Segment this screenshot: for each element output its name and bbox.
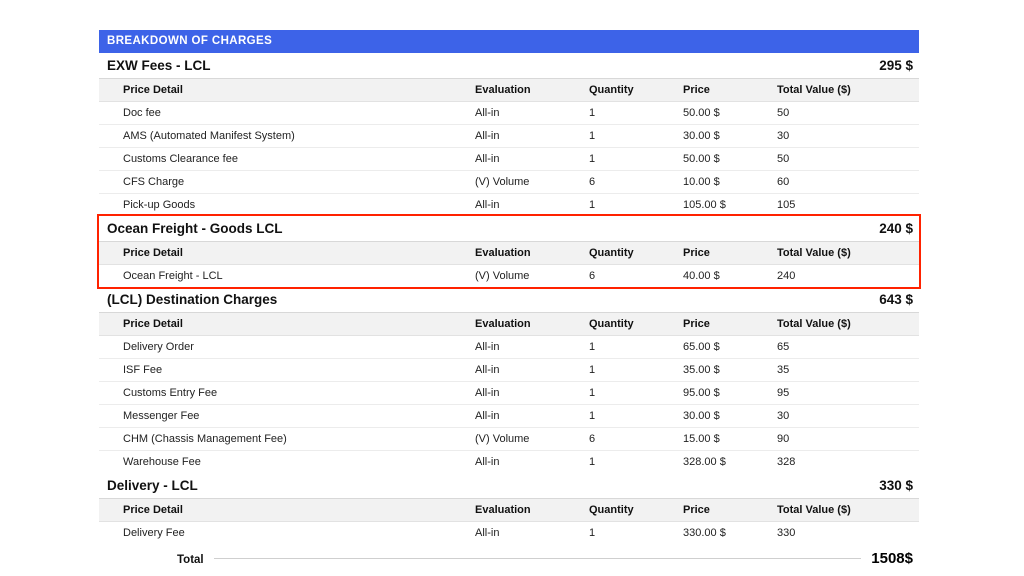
section-header (99, 287, 919, 313)
cell-quantity: 1 (589, 336, 683, 359)
cell-price: 330.00 $ (683, 527, 726, 539)
cell-price-detail: CHM (Chassis Management Fee) (99, 428, 475, 451)
cell-price-detail: Delivery Fee (123, 527, 185, 539)
cell-evaluation: All-in (475, 456, 500, 468)
table-row (99, 522, 919, 545)
cell-quantity: 6 (589, 428, 683, 451)
charge-section (99, 53, 919, 216)
grand-total-row (99, 544, 919, 571)
cell-total-value: 330 (777, 527, 796, 539)
column-evaluation: Evaluation (475, 313, 589, 336)
breakdown-banner (99, 30, 919, 53)
section-header (99, 216, 919, 242)
column-price-detail: Price Detail (99, 79, 475, 102)
cell-evaluation: (V) Volume (475, 428, 589, 451)
column-quantity: Quantity (589, 242, 683, 265)
cell-price-detail: ISF Fee (99, 359, 475, 382)
table-header-row (99, 242, 919, 265)
cell-quantity: 1 (589, 125, 683, 148)
grand-total-rule (214, 558, 862, 559)
section-total: 330 $ (879, 478, 913, 493)
cell-total-value: 50 (777, 102, 919, 125)
charges-table (99, 242, 919, 287)
cell-price: 30.00 $ (683, 405, 777, 428)
cell-quantity: 1 (589, 405, 683, 428)
table-row (99, 194, 919, 217)
cell-quantity: 1 (589, 199, 596, 211)
cell-quantity: 1 (589, 456, 596, 468)
column-price: Price (683, 313, 777, 336)
column-price-detail: Price Detail (99, 499, 475, 522)
charges-table (99, 79, 919, 216)
table-row (99, 148, 919, 171)
cell-quantity: 1 (589, 527, 596, 539)
table-row (99, 359, 919, 382)
column-evaluation: Evaluation (475, 242, 589, 265)
grand-total-value: 1508$ (871, 550, 913, 567)
table-row (99, 405, 919, 428)
cell-price-detail: Customs Clearance fee (99, 148, 475, 171)
cell-total-value: 240 (777, 270, 796, 282)
charge-section (99, 473, 919, 544)
cell-total-value: 35 (777, 359, 919, 382)
cell-quantity: 1 (589, 102, 683, 125)
banner-title: BREAKDOWN OF CHARGES (107, 35, 273, 47)
cell-quantity: 6 (589, 270, 596, 282)
charge-section (99, 216, 919, 287)
cell-price-detail: Warehouse Fee (123, 456, 201, 468)
table-row (99, 451, 919, 474)
cell-total-value: 60 (777, 171, 919, 194)
cell-price-detail: CFS Charge (99, 171, 475, 194)
table-row (99, 102, 919, 125)
column-quantity: Quantity (589, 79, 683, 102)
cell-total-value: 65 (777, 336, 919, 359)
cell-evaluation: (V) Volume (475, 270, 530, 282)
cell-price-detail: Customs Entry Fee (99, 382, 475, 405)
table-row (99, 428, 919, 451)
cell-quantity: 1 (589, 359, 683, 382)
charges-table (99, 313, 919, 473)
column-price: Price (683, 242, 777, 265)
column-quantity: Quantity (589, 313, 683, 336)
column-price: Price (683, 79, 777, 102)
cell-total-value: 30 (777, 405, 919, 428)
column-evaluation: Evaluation (475, 79, 589, 102)
cell-price: 15.00 $ (683, 428, 777, 451)
table-row (99, 265, 919, 288)
cell-evaluation: All-in (475, 527, 500, 539)
cell-price: 50.00 $ (683, 102, 777, 125)
cell-evaluation: All-in (475, 405, 589, 428)
column-total-value: Total Value ($) (777, 499, 919, 522)
column-price-detail: Price Detail (99, 313, 475, 336)
section-title: Delivery - LCL (107, 478, 198, 493)
cell-quantity: 6 (589, 171, 683, 194)
column-price: Price (683, 499, 777, 522)
section-header (99, 473, 919, 499)
cell-price: 30.00 $ (683, 125, 777, 148)
table-header-row (99, 313, 919, 336)
cell-evaluation: (V) Volume (475, 171, 589, 194)
column-price-detail: Price Detail (99, 242, 475, 265)
cell-price: 105.00 $ (683, 199, 726, 211)
cell-price-detail: Ocean Freight - LCL (123, 270, 223, 282)
cell-price: 35.00 $ (683, 359, 777, 382)
cell-total-value: 328 (777, 456, 796, 468)
cell-total-value: 30 (777, 125, 919, 148)
column-quantity: Quantity (589, 499, 683, 522)
cell-evaluation: All-in (475, 336, 589, 359)
cell-price-detail: Messenger Fee (99, 405, 475, 428)
section-title: EXW Fees - LCL (107, 58, 211, 73)
cell-total-value: 105 (777, 199, 796, 211)
cell-total-value: 90 (777, 428, 919, 451)
column-total-value: Total Value ($) (777, 313, 919, 336)
cell-price-detail: Delivery Order (99, 336, 475, 359)
cell-evaluation: All-in (475, 382, 589, 405)
cell-price-detail: Doc fee (99, 102, 475, 125)
table-header-row (99, 79, 919, 102)
cell-price: 65.00 $ (683, 336, 777, 359)
cell-evaluation: All-in (475, 199, 500, 211)
charges-breakdown-sheet (99, 30, 919, 571)
section-total: 643 $ (879, 292, 913, 307)
cell-price-detail: Pick-up Goods (123, 199, 196, 211)
cell-total-value: 95 (777, 382, 919, 405)
cell-evaluation: All-in (475, 102, 589, 125)
cell-price: 10.00 $ (683, 171, 777, 194)
cell-price: 328.00 $ (683, 456, 726, 468)
section-total: 295 $ (879, 58, 913, 73)
cell-price: 50.00 $ (683, 148, 777, 171)
section-title: (LCL) Destination Charges (107, 292, 278, 307)
cell-price: 40.00 $ (683, 270, 720, 282)
column-evaluation: Evaluation (475, 499, 589, 522)
cell-price: 95.00 $ (683, 382, 777, 405)
column-total-value: Total Value ($) (777, 79, 919, 102)
table-row (99, 336, 919, 359)
charges-table (99, 499, 919, 544)
section-header (99, 53, 919, 79)
grand-total-label: Total (177, 554, 204, 566)
cell-evaluation: All-in (475, 148, 589, 171)
charge-section (99, 287, 919, 473)
sections-container (99, 53, 919, 544)
cell-price-detail: AMS (Automated Manifest System) (99, 125, 475, 148)
section-total: 240 $ (879, 221, 913, 236)
cell-evaluation: All-in (475, 125, 589, 148)
table-row (99, 171, 919, 194)
column-total-value: Total Value ($) (777, 242, 919, 265)
cell-quantity: 1 (589, 382, 683, 405)
table-row (99, 382, 919, 405)
cell-total-value: 50 (777, 148, 919, 171)
cell-evaluation: All-in (475, 359, 589, 382)
section-title: Ocean Freight - Goods LCL (107, 221, 283, 236)
table-row (99, 125, 919, 148)
table-header-row (99, 499, 919, 522)
cell-quantity: 1 (589, 148, 683, 171)
